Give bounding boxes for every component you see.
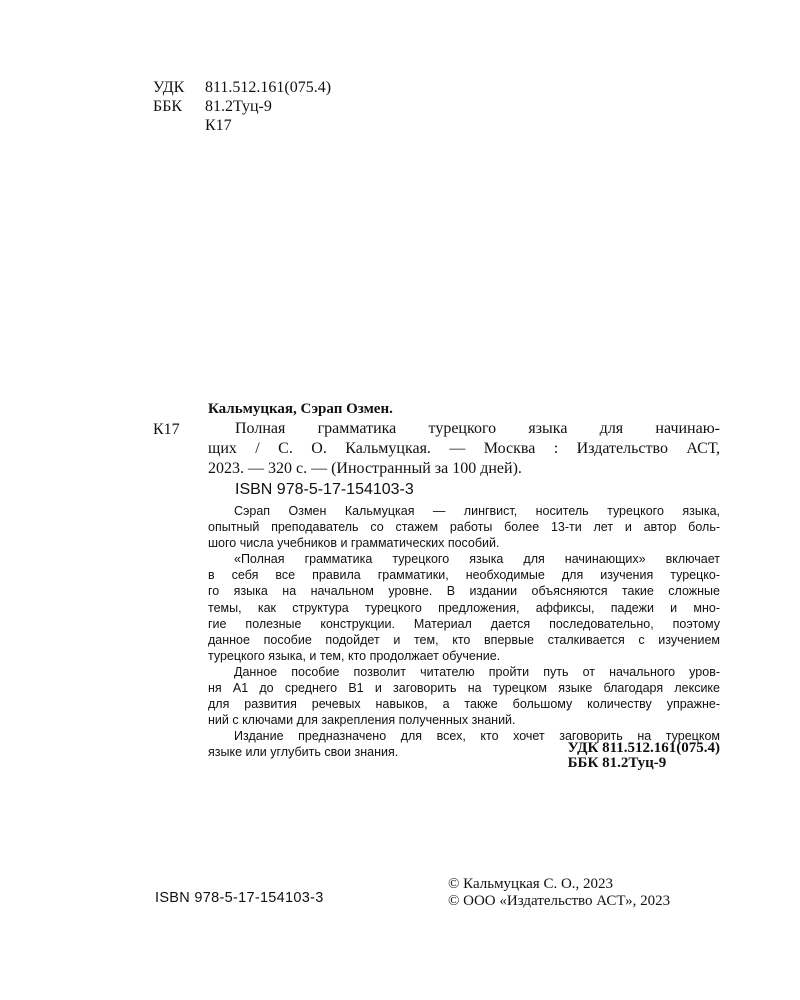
annotation-line: Сэрап Озмен Кальмуцкая — лингвист, носитель турецкого языка, <box>234 504 720 518</box>
udk-value: 811.512.161(075.4) <box>205 79 332 96</box>
annotation-line: «Полная грамматика турецкого языка для начинающих» включает <box>234 552 720 567</box>
bbk-code: ББК 81.2Туц-9 <box>567 755 667 771</box>
author-mark-top: К17 <box>205 117 232 134</box>
bibliographic-description <box>208 419 720 479</box>
annotation-line: ня А1 до среднего В1 и заговорить на турецком языке благодаря лексике <box>208 681 720 696</box>
annotation-line: Данное пособие позволит читателю пройти путь от начального уров- <box>234 664 720 679</box>
annotation-line: ний с ключами для закрепления полученных знаний. <box>208 713 516 728</box>
annotation-line: шого числа учебников и грамматических пособий. <box>208 536 500 551</box>
isbn: ISBN 978-5-17-154103-3 <box>235 481 414 498</box>
title-line: Полная грамматика турецкого языка для начинаю- <box>235 420 720 437</box>
annotation-line: языке или углубить свои знания. <box>208 745 399 760</box>
annotation-line: темы, как структура турецкого предложения, аффиксы, падежи и мно- <box>208 600 720 615</box>
title-line: 2023. — 320 с. — (Иностранный за 100 дней). <box>208 460 522 477</box>
annotation-line: данное пособие подойдет и тем, кто впервые сталкивается с изучением <box>208 632 720 647</box>
annotation-line: го языка на начальном уровне. В издании объясняются такие сложные <box>208 584 720 599</box>
annotation-line: турецкого языка, и тем, кто продолжает обучение. <box>208 648 501 663</box>
copyright-publisher: © ООО «Издательство АСТ», 2023 <box>448 893 671 909</box>
classification-codes-bottom <box>568 741 720 771</box>
annotation-line: Издание предназначено для всех, кто хочет заговорить на турецком <box>234 729 720 744</box>
classification-codes <box>153 78 331 135</box>
udk-code: УДК 811.512.161(075.4) <box>567 740 720 756</box>
copyright-author: © Кальмуцкая С. О., 2023 <box>448 876 614 892</box>
annotation-line: для развития речевых навыков, а также большому количеству упражне- <box>208 697 720 712</box>
author-heading: Кальмуцкая, Сэрап Озмен. <box>208 401 393 417</box>
bbk-label: ББК <box>153 98 183 115</box>
annotation <box>208 503 720 761</box>
bbk-value: 81.2Туц-9 <box>205 98 272 115</box>
annotation-line: в себя все правила грамматики, необходимые для изучения турецко- <box>208 568 720 583</box>
annotation-line: гие полезные конструкции. Материал дается последовательно, поэтому <box>208 616 720 631</box>
udk-row <box>153 78 331 97</box>
copyright-block <box>448 876 670 910</box>
udk-label: УДК <box>153 79 185 96</box>
annotation-line: опытный преподаватель со стажем работы более 13-ти лет и автор боль- <box>208 520 720 535</box>
title-line: щих / С. О. Кальмуцкая. — Москва : Издательство АСТ, <box>208 440 720 457</box>
isbn-footer: ISBN 978-5-17-154103-3 <box>155 890 324 906</box>
author-mark: К17 <box>153 421 180 438</box>
bbk-row <box>153 97 331 116</box>
